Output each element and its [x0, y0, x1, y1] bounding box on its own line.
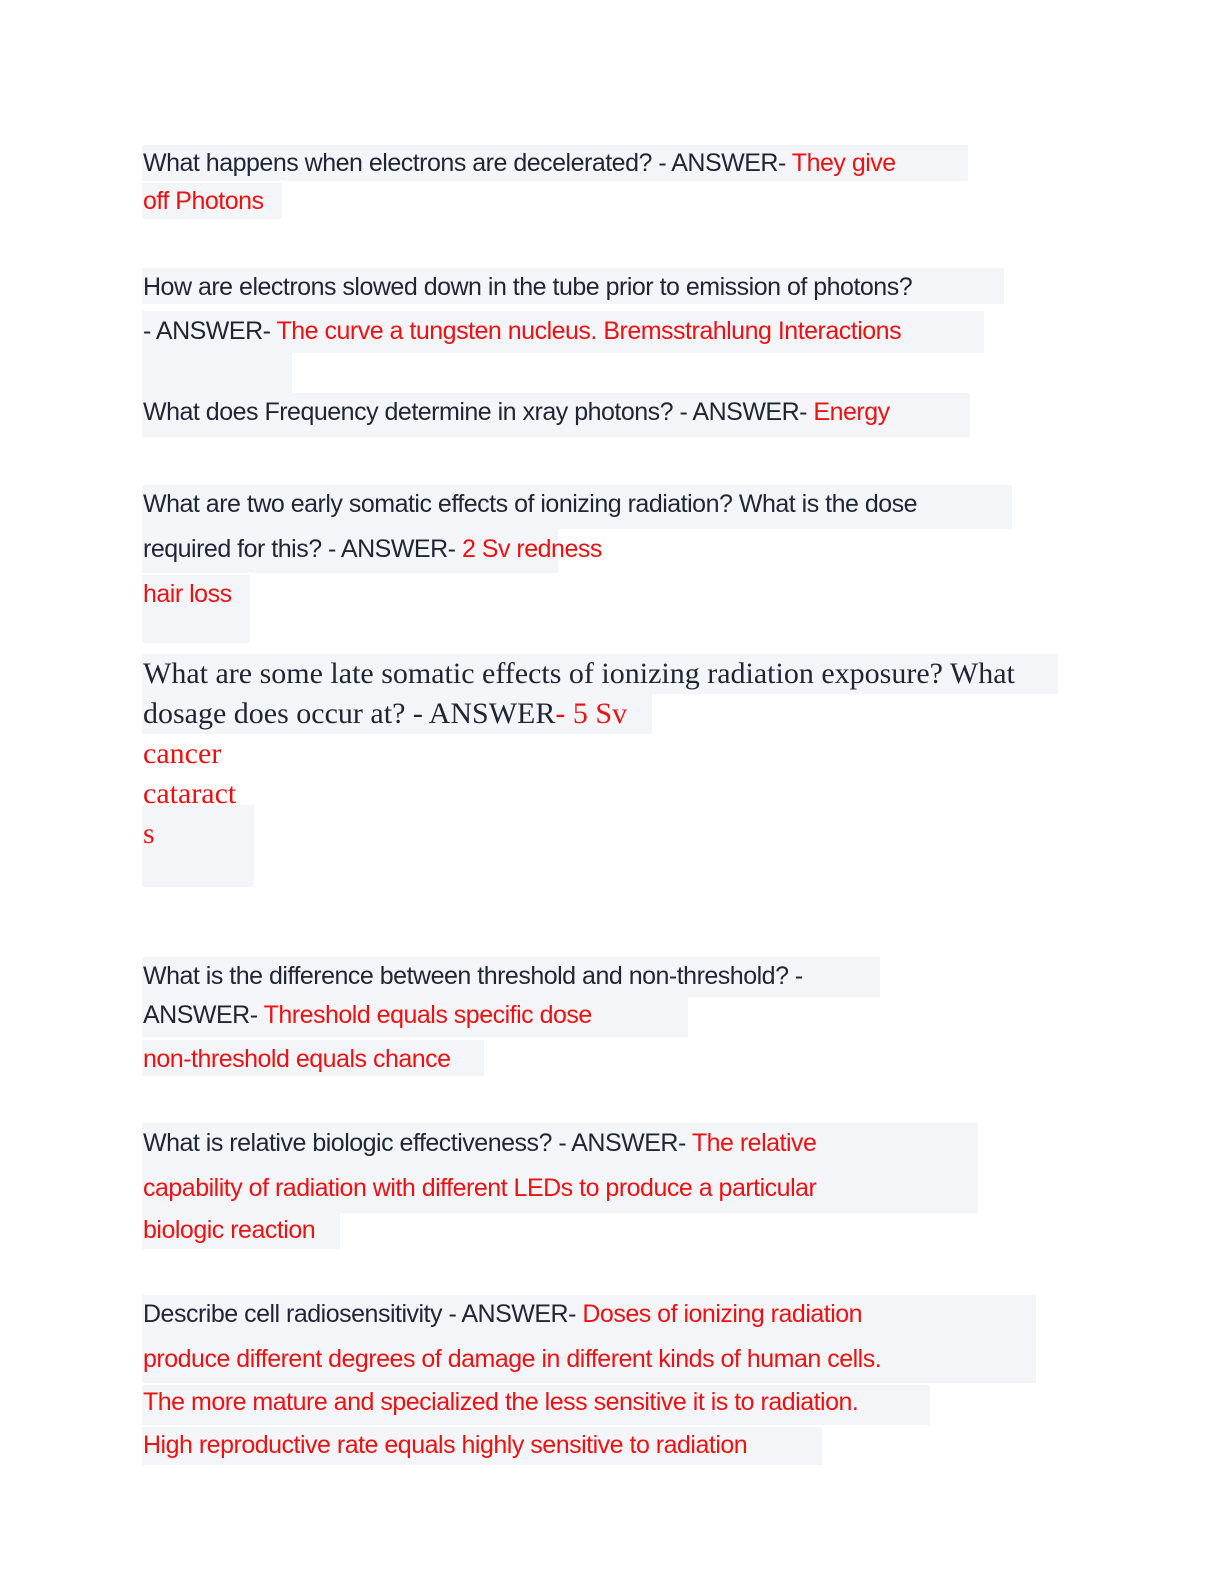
qa-7-line-1 — [143, 1127, 816, 1159]
qa-8-line-1 — [143, 1298, 862, 1330]
qa-1-line-1 — [143, 147, 896, 179]
question-text: How are electrons slowed down in the tube prior to emission of photons? — [143, 273, 913, 301]
answer-text: biologic reaction — [143, 1216, 316, 1244]
answer-text: 2 Sv redness — [461, 535, 602, 563]
question-text: What does Frequency determine in xray photons? - ANSWER- — [143, 398, 807, 426]
answer-text: off Photons — [143, 187, 264, 215]
answer-text: non-threshold equals chance — [143, 1045, 451, 1073]
answer-text: The curve a tungsten nucleus. Bremsstrahlung Interactions — [276, 317, 902, 345]
question-text: What is relative biologic effectiveness? - ANSWER- — [143, 1129, 686, 1157]
qa-6-line-2 — [143, 999, 592, 1031]
answer-text: The relative — [691, 1129, 817, 1157]
answer-text: cancer — [143, 737, 222, 770]
qa-3-line-1 — [143, 396, 890, 428]
question-text: Describe cell radiosensitivity - ANSWER- — [143, 1300, 576, 1328]
question-text: dosage does occur at? - ANSWER — [143, 697, 556, 730]
answer-text: Doses of ionizing radiation — [582, 1300, 863, 1328]
qa-2-line-2 — [143, 315, 901, 347]
highlight-block — [142, 805, 254, 887]
answer-text: They give — [791, 149, 896, 177]
answer-text: s — [143, 817, 155, 850]
answer-text: - 5 Sv — [555, 697, 628, 730]
answer-text: hair loss — [143, 580, 232, 608]
question-text: What are some late somatic effects of ionizing radiation exposure? What — [143, 657, 1015, 690]
question-text: - ANSWER- — [143, 317, 271, 345]
question-text: What are two early somatic effects of ionizing radiation? What is the dose — [143, 490, 918, 518]
question-text: What is the difference between threshold and non-threshold? - — [143, 962, 803, 990]
question-text: What happens when electrons are decelerated? - ANSWER- — [143, 149, 786, 177]
question-text: ANSWER- — [143, 1001, 258, 1029]
highlight-block — [142, 353, 292, 393]
answer-text: cataract — [143, 777, 237, 810]
question-text: required for this? - ANSWER- — [143, 535, 456, 563]
answer-text: The more mature and specialized the less sensitive it is to radiation. — [143, 1388, 859, 1416]
qa-5-line-2 — [143, 696, 627, 732]
answer-text: Energy — [813, 398, 890, 426]
qa-4-line-2 — [143, 533, 602, 565]
answer-text: capability of radiation with different LEDs to produce a particular — [143, 1174, 817, 1202]
answer-text: Threshold equals specific dose — [263, 1001, 592, 1029]
answer-text: produce different degrees of damage in different kinds of human cells. — [143, 1345, 882, 1373]
answer-text: High reproductive rate equals highly sensitive to radiation — [143, 1431, 748, 1459]
